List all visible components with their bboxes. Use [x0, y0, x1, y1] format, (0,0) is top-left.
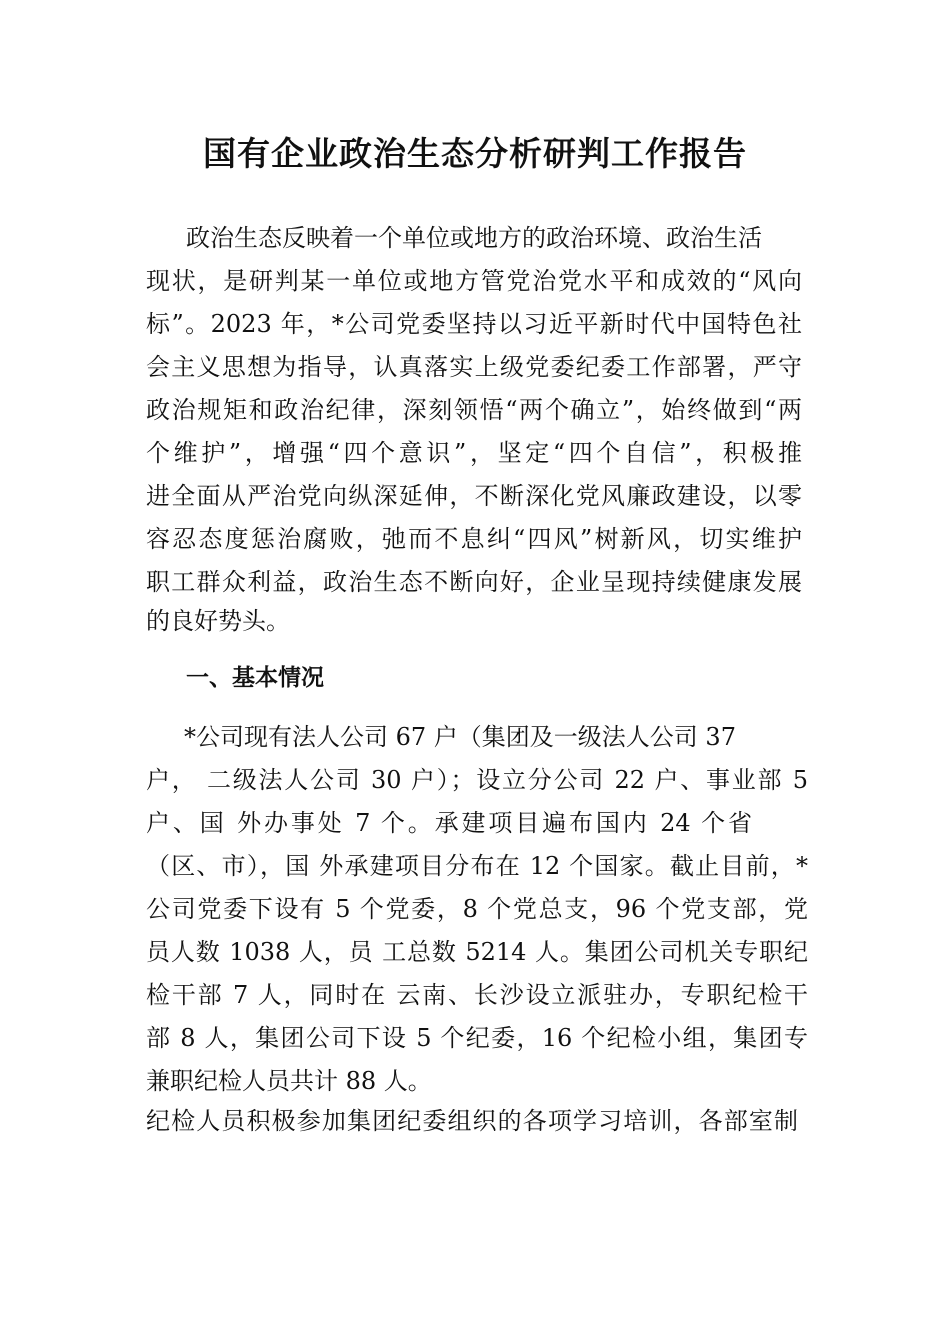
paragraph-line: 政治生态反映着一个单位或地方的政治环境、政治生活 — [186, 224, 762, 252]
paragraph-line: 户、国 外办事处 7 个。承建项目遍布国内 24 个省 — [146, 809, 752, 837]
paragraph-line: （区、市），国 外承建项目分布在 12 个国家。截止目前，* — [146, 852, 808, 880]
paragraph-line: 公司党委下设有 5 个党委，8 个党总支，96 个党支部，党 — [146, 895, 808, 923]
paragraph-line: 政治规矩和政治纪律，深刻领悟“两个确立”，始终做到“两 — [146, 396, 802, 424]
section-heading: 一、基本情况 — [186, 665, 324, 691]
document-title: 国有企业政治生态分析研判工作报告 — [203, 134, 747, 173]
paragraph-line: 户， 二级法人公司 30 户）；设立分公司 22 户、事业部 5 — [146, 766, 808, 794]
paragraph-line: 检干部 7 人，同时在 云南、长沙设立派驻办，专职纪检干 — [146, 981, 808, 1009]
paragraph-line: 员人数 1038 人，员 工总数 5214 人。集团公司机关专职纪 — [146, 938, 808, 966]
paragraph-line: 进全面从严治党向纵深延伸，不断深化党风廉政建设，以零 — [146, 482, 802, 510]
paragraph-line: 会主义思想为指导，认真落实上级党委纪委工作部署，严守 — [146, 353, 802, 381]
paragraph-line: 的良好势头。 — [146, 607, 290, 635]
paragraph-line: 容忍态度惩治腐败，弛而不息纠“四风”树新风，切实维护 — [146, 525, 802, 553]
paragraph-line: 个维护”，增强“四个意识”，坚定“四个自信”，积极推 — [146, 439, 802, 467]
paragraph-line: 部 8 人，集团公司下设 5 个纪委，16 个纪检小组，集团专 — [146, 1024, 808, 1052]
paragraph-line: 纪检人员积极参加集团纪委组织的各项学习培训，各部室制 — [146, 1107, 798, 1135]
paragraph-line: 职工群众利益，政治生态不断向好，企业呈现持续健康发展 — [146, 568, 802, 596]
paragraph-line: 兼职纪检人员共计 88 人。 — [146, 1067, 432, 1095]
paragraph-line: 标”。2023 年，*公司党委坚持以习近平新时代中国特色社 — [146, 310, 802, 338]
paragraph-line: *公司现有法人公司 67 户（集团及一级法人公司 37 — [184, 723, 736, 751]
paragraph-line: 现状，是研判某一单位或地方管党治党水平和成效的“风向 — [146, 267, 802, 295]
